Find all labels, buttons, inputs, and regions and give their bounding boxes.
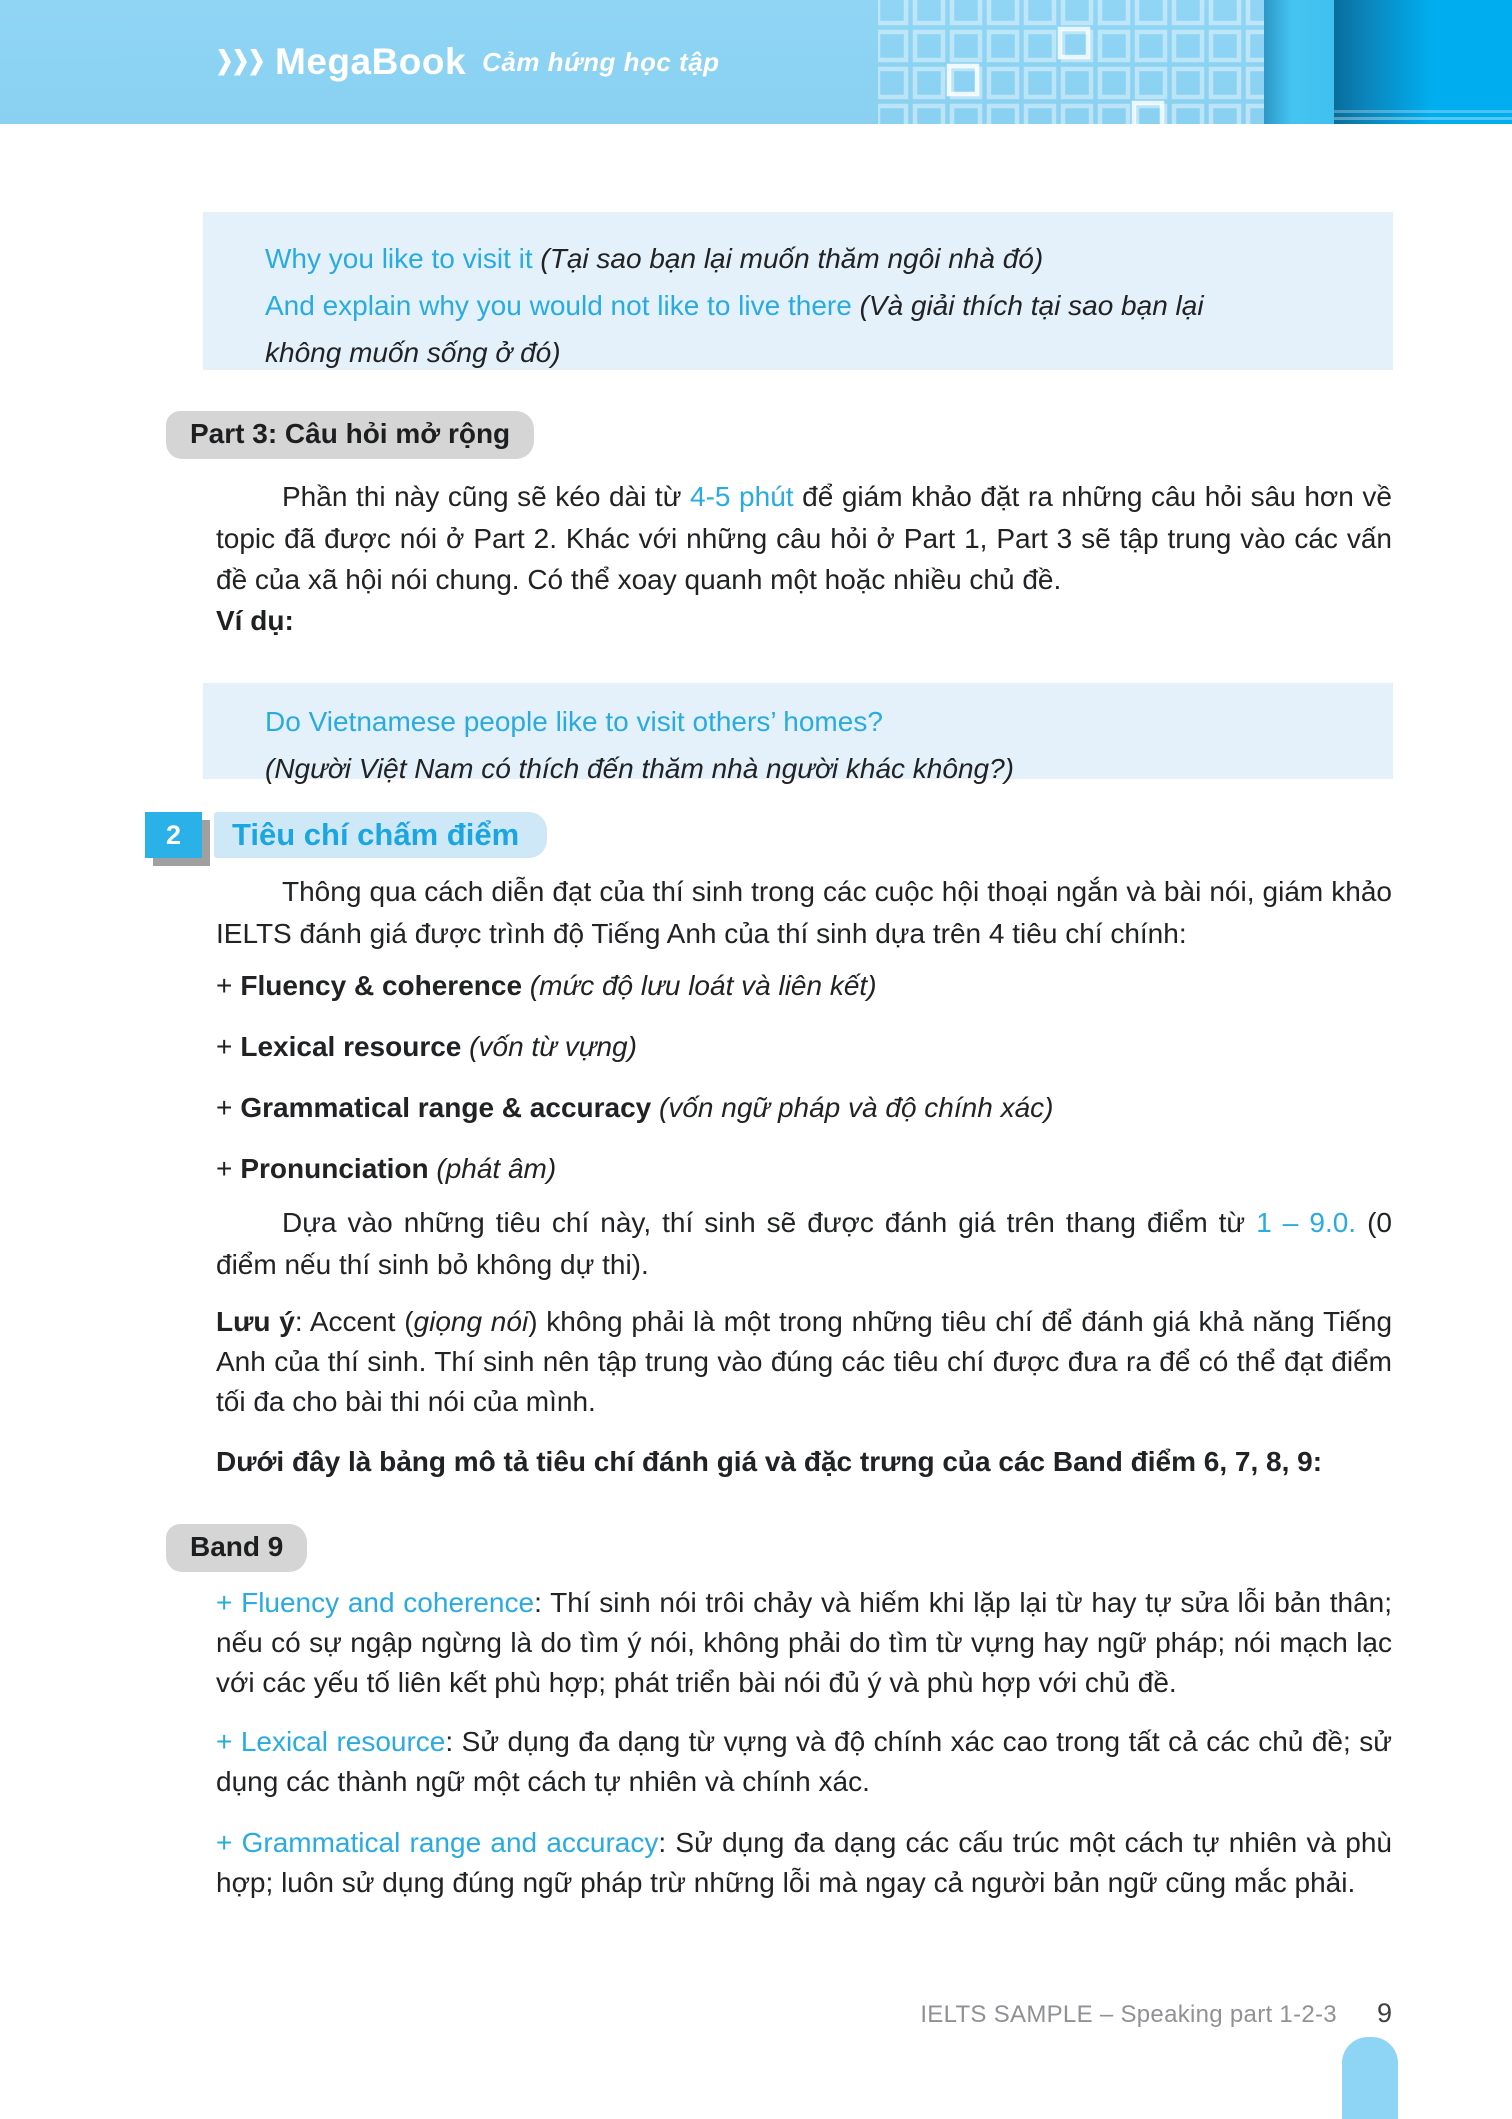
criterion-name: Fluency & coherence bbox=[240, 970, 523, 1001]
question-translation: (Người Việt Nam có thích đến thăm nhà người khác không?) bbox=[265, 753, 1014, 784]
question-translation: không muốn sống ở đó) bbox=[265, 337, 561, 368]
question-english: And explain why you would not like to live there bbox=[265, 290, 852, 321]
band9-criterion-name: + Grammatical range and accuracy bbox=[216, 1827, 659, 1858]
question-box-topic bbox=[203, 212, 1393, 370]
question-english: Do Vietnamese people like to visit others’ homes? bbox=[265, 706, 883, 737]
bullet-marker: + bbox=[216, 1031, 233, 1062]
paragraph-text: (0 điểm nếu thí sinh bỏ không dự thi). bbox=[216, 1207, 1392, 1280]
scale-paragraph bbox=[216, 1202, 1392, 1285]
question-english: Why you like to visit it bbox=[265, 243, 533, 274]
criterion-name: Grammatical range & accuracy bbox=[240, 1092, 652, 1123]
note-label: Lưu ý bbox=[216, 1306, 295, 1337]
band9-criterion-name: + Lexical resource bbox=[216, 1726, 446, 1757]
band9-criterion-text: : Sử dụng đa dạng từ vựng và độ chính xác cao trong tất cả các chủ đề; sử dụng các thành ngữ một cách tự nhiên và chính xác. bbox=[216, 1726, 1392, 1797]
bands-intro-line: Dưới đây là bảng mô tả tiêu chí đánh giá và đặc trưng của các Band điểm 6, 7, 8, 9: bbox=[216, 1446, 1323, 1477]
example-label: Ví dụ: bbox=[216, 605, 294, 636]
question-translation: (Và giải thích tại sao bạn lại bbox=[851, 290, 1204, 321]
page-number: 9 bbox=[1376, 1998, 1392, 2028]
page-footer bbox=[216, 1998, 1392, 2029]
band9-heading: Band 9 bbox=[166, 1524, 307, 1572]
section-title: Tiêu chí chấm điểm bbox=[214, 812, 547, 858]
paragraph-text: ) không phải là một trong những tiêu chí để đánh giá khả năng Tiếng Anh của thí sinh. Thí sinh nên tập trung vào đúng các tiêu chí được đưa ra để có thể đạt điểm tối đa cho bài thi nói của mình. bbox=[216, 1306, 1393, 1417]
part3-heading: Part 3: Câu hỏi mở rộng bbox=[166, 411, 534, 459]
logo-text: MegaBook bbox=[275, 41, 467, 82]
question-line bbox=[265, 282, 1393, 329]
note-italic: giọng nói bbox=[413, 1306, 529, 1337]
band9-item bbox=[216, 1722, 1392, 1802]
question-translation: (Tại sao bạn lại muốn thăm ngôi nhà đó) bbox=[532, 243, 1044, 274]
criterion-note: (vốn từ vựng) bbox=[469, 1031, 637, 1062]
logo-chevrons-icon bbox=[218, 49, 266, 76]
band9-criterion-text: : Sử dụng đa dạng các cấu trúc một cách tự nhiên và phù hợp; luôn sử dụng đúng ngữ pháp trừ những lỗi mà ngay cả người bản ngữ cũng mắc phải. bbox=[216, 1827, 1393, 1898]
criterion-name: Lexical resource bbox=[240, 1031, 462, 1062]
criteria-intro-paragraph: Thông qua cách diễn đạt của thí sinh trong các cuộc hội thoại ngắn và bài nói, giám khảo IELTS đánh giá được trình độ Tiếng Anh của thí sinh dựa trên 4 tiêu chí chính: bbox=[216, 876, 1392, 949]
criterion-item bbox=[216, 1031, 637, 1063]
bullet-marker: + bbox=[216, 1153, 233, 1184]
part3-paragraph bbox=[216, 476, 1392, 601]
header-band-mid bbox=[1264, 0, 1334, 124]
megabook-logo bbox=[218, 36, 720, 88]
section2-header bbox=[145, 812, 547, 858]
question-line bbox=[265, 235, 1393, 282]
question-line bbox=[265, 329, 1393, 376]
criterion-item bbox=[216, 1092, 1053, 1124]
paragraph-text: Phần thi này cũng sẽ kéo dài từ bbox=[282, 481, 691, 512]
duration-highlight: 4-5 phút bbox=[690, 481, 794, 512]
criterion-note: (phát âm) bbox=[436, 1153, 557, 1184]
question-line bbox=[265, 698, 1393, 745]
criterion-item bbox=[216, 1153, 556, 1185]
note-paragraph bbox=[216, 1302, 1392, 1422]
bullet-marker: + bbox=[216, 1092, 233, 1123]
question-box-example bbox=[203, 683, 1393, 784]
criterion-item bbox=[216, 970, 877, 1002]
paragraph-text: Dựa vào những tiêu chí này, thí sinh sẽ được đánh giá trên thang điểm từ bbox=[282, 1207, 1257, 1238]
bullet-marker: + bbox=[216, 970, 233, 1001]
footer-section-title: IELTS SAMPLE – Speaking part 1-2-3 bbox=[920, 2001, 1337, 2028]
paragraph-text: : Accent ( bbox=[294, 1306, 414, 1337]
criterion-name: Pronunciation bbox=[240, 1153, 429, 1184]
header-band-stripes bbox=[1334, 110, 1512, 124]
criterion-note: (mức độ lưu loát và liên kết) bbox=[529, 970, 877, 1001]
paragraph-text: để giám khảo đặt ra những câu hỏi sâu hơn về topic đã được nói ở Part 2. Khác với những câu hỏi ở Part 1, Part 3 sẽ tập trung vào các vấn đề của xã hội nói chung. Có thể xoay quanh một hoặc nhiều chủ đề. bbox=[216, 481, 1392, 595]
section-number-badge: 2 bbox=[145, 812, 202, 858]
scale-highlight: 1 – 9.0. bbox=[1256, 1207, 1357, 1238]
band9-criterion-name: + Fluency and coherence bbox=[216, 1587, 535, 1618]
band9-item bbox=[216, 1583, 1392, 1703]
corner-tab-decoration bbox=[1342, 2037, 1398, 2119]
band9-item bbox=[216, 1823, 1392, 1903]
header-band-right bbox=[1334, 0, 1512, 124]
band9-criterion-text: : Thí sinh nói trôi chảy và hiếm khi lặp lại từ hay tự sửa lỗi bản thân; nếu có sự ngập ngừng là do tìm ý nói, không phải do tìm từ vựng hay ngữ pháp; nói mạch lạc với các yếu tố liên kết phù hợp; phát triển bài nói đủ ý và phù hợp với chủ đề. bbox=[216, 1587, 1392, 1698]
square-pattern-decoration bbox=[878, 0, 1264, 124]
logo-tagline: Cảm hứng học tập bbox=[482, 46, 720, 77]
criterion-note: (vốn ngữ pháp và độ chính xác) bbox=[659, 1092, 1054, 1123]
question-line bbox=[265, 745, 1393, 792]
header-banner bbox=[0, 0, 1512, 124]
